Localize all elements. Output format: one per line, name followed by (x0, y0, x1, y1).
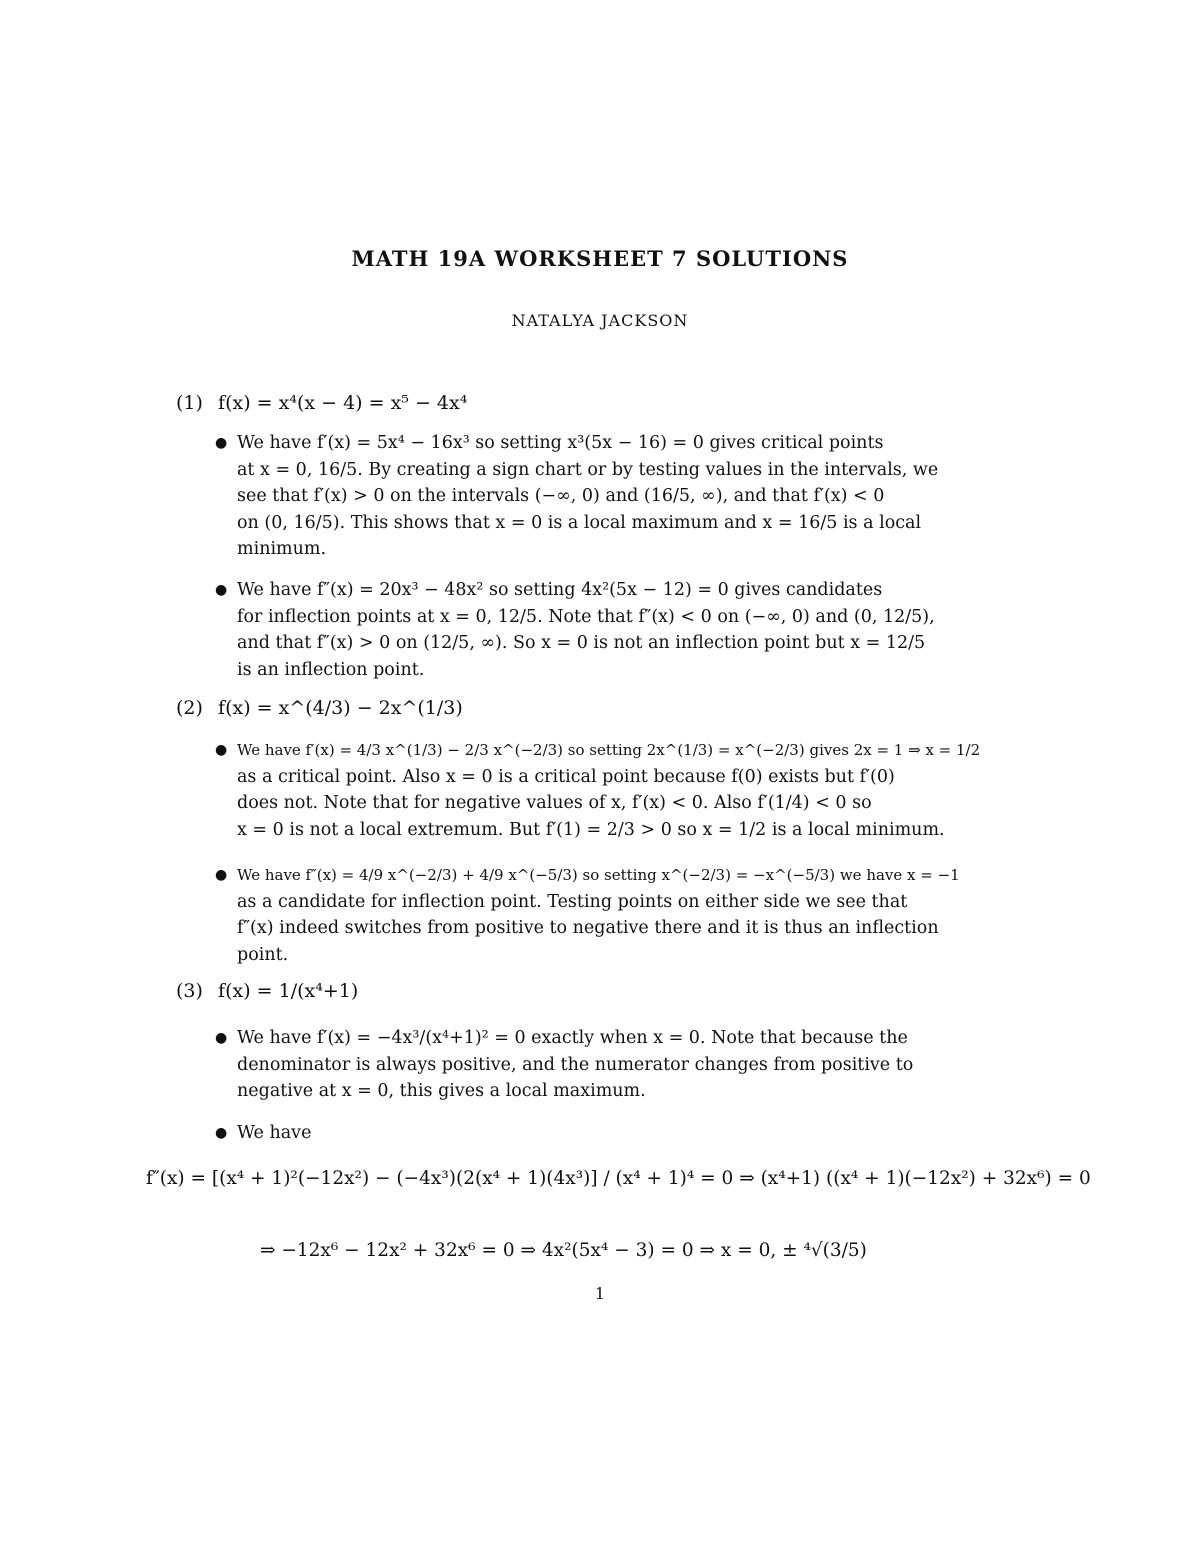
page-number: 1 (594, 1284, 606, 1303)
text-line: on (0, 16/5). This shows that x = 0 is a local maximum and x = 16/5 is a local (237, 512, 922, 533)
problem-2-statement (176, 697, 463, 719)
problem-2-bullet-1 (215, 737, 983, 843)
problem-3-bullet-2 (215, 1120, 983, 1147)
bullet-icon: ● (215, 435, 228, 451)
text-line: We have f′(x) = 5x⁴ − 16x³ so setting x³(5x − 16) = 0 gives critical points (237, 433, 884, 453)
problem-label: (3) (176, 980, 203, 1002)
author-name: NATALYA JACKSON (511, 311, 689, 330)
text-line: We have f″(x) = 20x³ − 48x² so setting 4x²(5x − 12) = 0 gives candidates (237, 580, 883, 600)
problem-equation: f(x) = 1/(x⁴+1) (218, 980, 359, 1002)
problem-1-statement (176, 392, 467, 414)
display-equation-solution: ⇒ −12x⁶ − 12x² + 32x⁶ = 0 ⇒ 4x²(5x⁴ − 3) = 0 ⇒ x = 0, ± ⁴√(3/5) (260, 1240, 867, 1261)
text-line: at x = 0, 16/5. By creating a sign chart or by testing values in the intervals, we (237, 459, 939, 480)
bullet-icon: ● (215, 582, 228, 598)
text-line: f″(x) indeed switches from positive to negative there and it is thus an inflection (237, 918, 939, 938)
text-line: We have (237, 1123, 312, 1143)
problem-2-bullet-2 (215, 862, 983, 968)
text-line: We have f′(x) = −4x³/(x⁴+1)² = 0 exactly when x = 0. Note that because the (237, 1028, 908, 1048)
text-line: see that f′(x) > 0 on the intervals (−∞, 0) and (16/5, ∞), and that f′(x) < 0 (237, 486, 885, 506)
text-line: x = 0 is not a local extremum. But f′(1) = 2/3 > 0 so x = 1/2 is a local minimum. (237, 819, 945, 840)
text-line: minimum. (237, 539, 327, 559)
display-equation-second-derivative: f″(x) = [(x⁴ + 1)²(−12x²) − (−4x³)(2(x⁴ + 1)(4x³)] / (x⁴ + 1)⁴ = 0 ⇒ (x⁴+1) ((x⁴ + 1)(−12x²) + 32x⁶) = 0 (146, 1168, 1091, 1189)
problem-1-bullet-1 (215, 430, 983, 563)
text-line: as a critical point. Also x = 0 is a critical point because f(0) exists but f′(0) (237, 766, 895, 787)
text-line: as a candidate for inflection point. Testing points on either side we see that (237, 891, 908, 912)
problem-3-statement (176, 980, 358, 1002)
text-line: is an inflection point. (237, 659, 425, 680)
bullet-icon: ● (215, 742, 228, 758)
text-line: and that f″(x) > 0 on (12/5, ∞). So x = 0 is not an inflection point but x = 12/5 (237, 633, 926, 653)
problem-equation: f(x) = x^(4/3) − 2x^(1/3) (218, 697, 463, 719)
text-line: denominator is always positive, and the numerator changes from positive to (237, 1054, 914, 1075)
problem-label: (1) (176, 392, 203, 414)
text-line: point. (237, 944, 289, 965)
problem-equation: f(x) = x⁴(x − 4) = x⁵ − 4x⁴ (218, 392, 468, 414)
text-line: We have f′(x) = 4/3 x^(1/3) − 2/3 x^(−2/3) so setting 2x^(1/3) = x^(−2/3) gives 2x = 1 ⇒ x = 1/2 (237, 741, 981, 759)
problem-3-bullet-1 (215, 1025, 983, 1105)
bullet-icon: ● (215, 1030, 228, 1046)
bullet-icon: ● (215, 1125, 228, 1141)
text-line: negative at x = 0, this gives a local maximum. (237, 1081, 646, 1101)
text-line: for inflection points at x = 0, 12/5. Note that f″(x) < 0 on (−∞, 0) and (0, 12/5), (237, 606, 935, 627)
problem-label: (2) (176, 697, 203, 719)
page-title: MATH 19A WORKSHEET 7 SOLUTIONS (351, 246, 849, 271)
bullet-icon: ● (215, 867, 228, 883)
text-line: does not. Note that for negative values of x, f′(x) < 0. Also f′(1/4) < 0 so (237, 793, 872, 813)
text-line: We have f″(x) = 4/9 x^(−2/3) + 4/9 x^(−5/3) so setting x^(−2/3) = −x^(−5/3) we have x = −1 (237, 866, 960, 884)
problem-1-bullet-2 (215, 577, 983, 683)
